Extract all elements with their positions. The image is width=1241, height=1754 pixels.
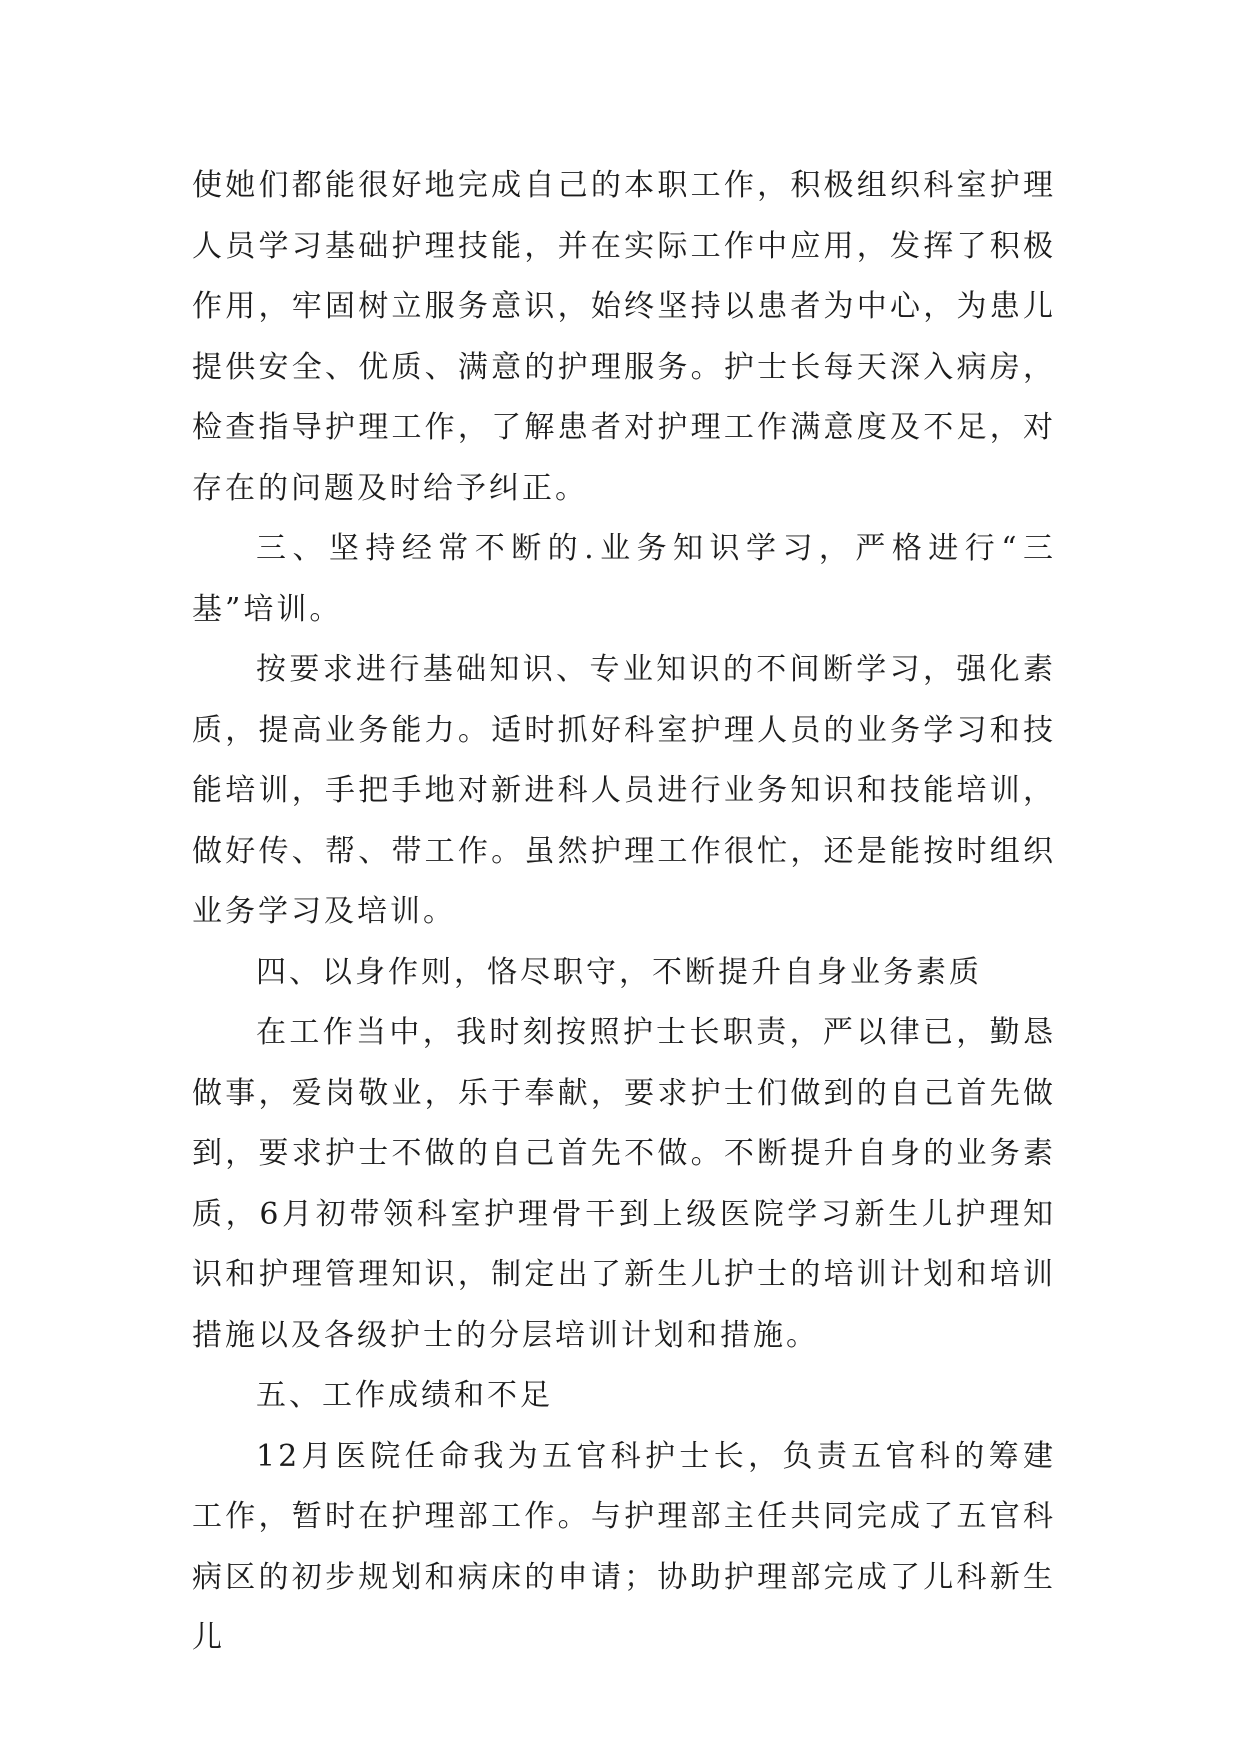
document-body — [192, 156, 1056, 1669]
paragraph-training: 按要求进行基础知识、专业知识的不间断学习，强化素质，提高业务能力。适时抓好科室护理人员的业务学习和技能培训，手把手地对新进科人员进行业务知识和技能培训，做好传、帮、带工作。虽然护理工作很忙，还是能按时组织业务学习及培训。 — [192, 652, 1056, 929]
section-heading-three: 三、坚持经常不断的.业务知识学习，严格进行“三基”培训。 — [192, 531, 1056, 627]
section-heading-four: 四、以身作则，恪尽职守，不断提升自身业务素质 — [256, 954, 982, 990]
paragraph-achievements: 12月医院任命我为五官科护士长，负责五官科的筹建工作，暂时在护理部工作。与护理部主任共同完成了五官科病区的初步规划和病床的申请；协助护理部完成了儿科新生儿 — [192, 1438, 1056, 1655]
paragraph-continuation: 使她们都能很好地完成自己的本职工作，积极组织科室护理人员学习基础护理技能，并在实际工作中应用，发挥了积极作用，牢固树立服务意识，始终坚持以患者为中心，为患儿提供安全、优质、满意的护理服务。护士长每天深入病房，检查指导护理工作，了解患者对护理工作满意度及不足，对存在的问题及时给予纠正。 — [192, 168, 1056, 506]
paragraph-duties: 在工作当中，我时刻按照护士长职责，严以律已，勤恳做事，爱岗敬业，乐于奉献，要求护士们做到的自己首先做到，要求护士不做的自己首先不做。不断提升自身的业务素质，6月初带领科室护理骨干到上级医院学习新生儿护理知识和护理管理知识，制定出了新生儿护士的培训计划和培训措施以及各级护士的分层培训计划和措施。 — [192, 1015, 1056, 1353]
section-heading-five: 五、工作成绩和不足 — [256, 1378, 553, 1413]
